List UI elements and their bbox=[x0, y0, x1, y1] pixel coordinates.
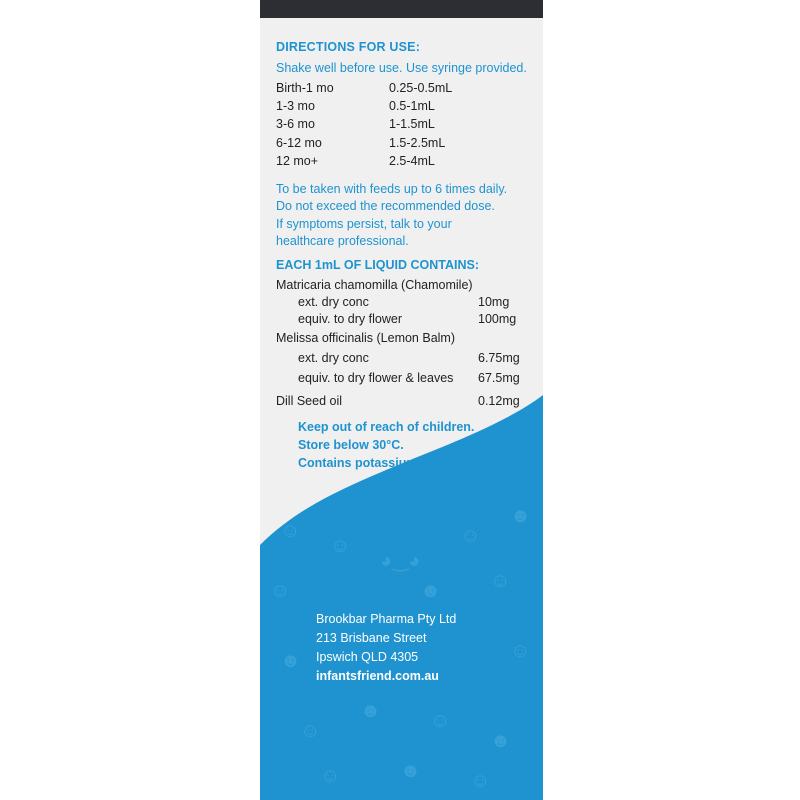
smiley-face-icon: ☺ bbox=[460, 525, 481, 547]
smiley-face-icon: ☺ bbox=[470, 770, 491, 792]
part-label: equiv. to dry flower bbox=[298, 312, 402, 326]
smiley-face-icon: ☺ bbox=[330, 535, 351, 557]
part-amount: 6.75mg bbox=[478, 351, 520, 365]
warning-line: Store below 30°C. bbox=[298, 438, 404, 452]
smiley-face-icon: ☺ bbox=[270, 580, 291, 602]
smiley-face-icon: ☺ bbox=[280, 520, 301, 542]
ingredient-chamomile bbox=[276, 277, 526, 328]
part-label: equiv. to dry flower & leaves bbox=[298, 371, 454, 385]
product-box-side-panel bbox=[260, 0, 543, 800]
smiley-face-icon: ☻ bbox=[360, 700, 382, 722]
note-line: Do not exceed the recommended dose. bbox=[276, 199, 495, 214]
dose-age: Birth-1 mo bbox=[276, 81, 334, 95]
eyes-icon: ◕‿◕ bbox=[380, 550, 421, 572]
dose-row bbox=[276, 115, 452, 133]
ingredient-amount: 0.12mg bbox=[478, 394, 520, 408]
dose-age: 3-6 mo bbox=[276, 117, 315, 132]
dose-row bbox=[276, 152, 452, 170]
company-name: Brookbar Pharma Pty Ltd bbox=[316, 612, 457, 626]
directions-notes bbox=[276, 181, 541, 251]
ingredient-lemon-balm bbox=[276, 330, 526, 387]
ingredient-part bbox=[276, 370, 526, 387]
note-line: healthcare professional. bbox=[276, 234, 409, 249]
box-top-edge bbox=[260, 0, 543, 18]
part-amount: 10mg bbox=[478, 295, 510, 309]
dose-age: 6-12 mo bbox=[276, 135, 322, 150]
dose-row bbox=[276, 97, 452, 115]
ingredient-part bbox=[276, 311, 526, 328]
smiley-face-icon: ☻ bbox=[400, 760, 422, 782]
note-line: If symptoms persist, talk to your bbox=[276, 216, 452, 231]
dose-age: 12 mo+ bbox=[276, 153, 319, 168]
smiley-face-icon: ☻ bbox=[510, 505, 532, 527]
dose-amount: 1-1.5mL bbox=[389, 117, 435, 132]
smiley-face-icon: ☺ bbox=[490, 570, 511, 592]
ingredient-row bbox=[276, 393, 526, 410]
note-line: To be taken with feeds up to 6 times daily. bbox=[276, 182, 508, 196]
smiley-face-icon: ☺ bbox=[510, 640, 531, 662]
dose-amount: 0.25-0.5mL bbox=[389, 81, 453, 95]
warning-line: Contains potassium sorbate. bbox=[298, 456, 470, 470]
directions-title: DIRECTIONS FOR USE: bbox=[276, 40, 421, 54]
company-website: infantsfriend.com.au bbox=[316, 669, 439, 683]
ingredient-part bbox=[276, 294, 526, 311]
warning-line: Keep out of reach of children. bbox=[298, 420, 475, 434]
smiley-face-icon: ☺ bbox=[300, 720, 321, 742]
ingredient-name: Dill Seed oil bbox=[276, 394, 343, 408]
company-city: Ipswich QLD 4305 bbox=[316, 650, 419, 664]
company-info bbox=[316, 610, 456, 686]
part-amount: 100mg bbox=[478, 312, 517, 326]
dose-amount: 1.5-2.5mL bbox=[389, 135, 446, 150]
part-label: ext. dry conc bbox=[298, 295, 369, 309]
smiley-face-icon: ☺ bbox=[320, 765, 341, 787]
dose-amount: 2.5-4mL bbox=[389, 153, 435, 168]
ingredient-name: Melissa officinalis (Lemon Balm) bbox=[276, 331, 455, 345]
dose-table bbox=[276, 79, 452, 170]
smiley-face-icon: ☻ bbox=[420, 580, 442, 602]
smiley-face-icon: ☻ bbox=[490, 730, 512, 752]
smiley-face-icon: ☻ bbox=[280, 650, 302, 672]
smiley-face-icon: ☺ bbox=[430, 710, 451, 732]
dose-age: 1-3 mo bbox=[276, 99, 315, 114]
ingredient-dill bbox=[276, 393, 526, 410]
ingredient-name: Matricaria chamomilla (Chamomile) bbox=[276, 278, 473, 292]
dose-row bbox=[276, 134, 452, 152]
directions-subtitle: Shake well before use. Use syringe provided. bbox=[276, 61, 527, 75]
company-street: 213 Brisbane Street bbox=[316, 631, 427, 645]
ingredient-part bbox=[276, 350, 526, 367]
part-label: ext. dry conc bbox=[298, 351, 369, 365]
dose-row bbox=[276, 79, 452, 97]
part-amount: 67.5mg bbox=[478, 371, 520, 385]
contents-title: EACH 1mL OF LIQUID CONTAINS: bbox=[276, 258, 480, 272]
dose-amount: 0.5-1mL bbox=[389, 99, 435, 114]
warnings bbox=[298, 418, 474, 472]
